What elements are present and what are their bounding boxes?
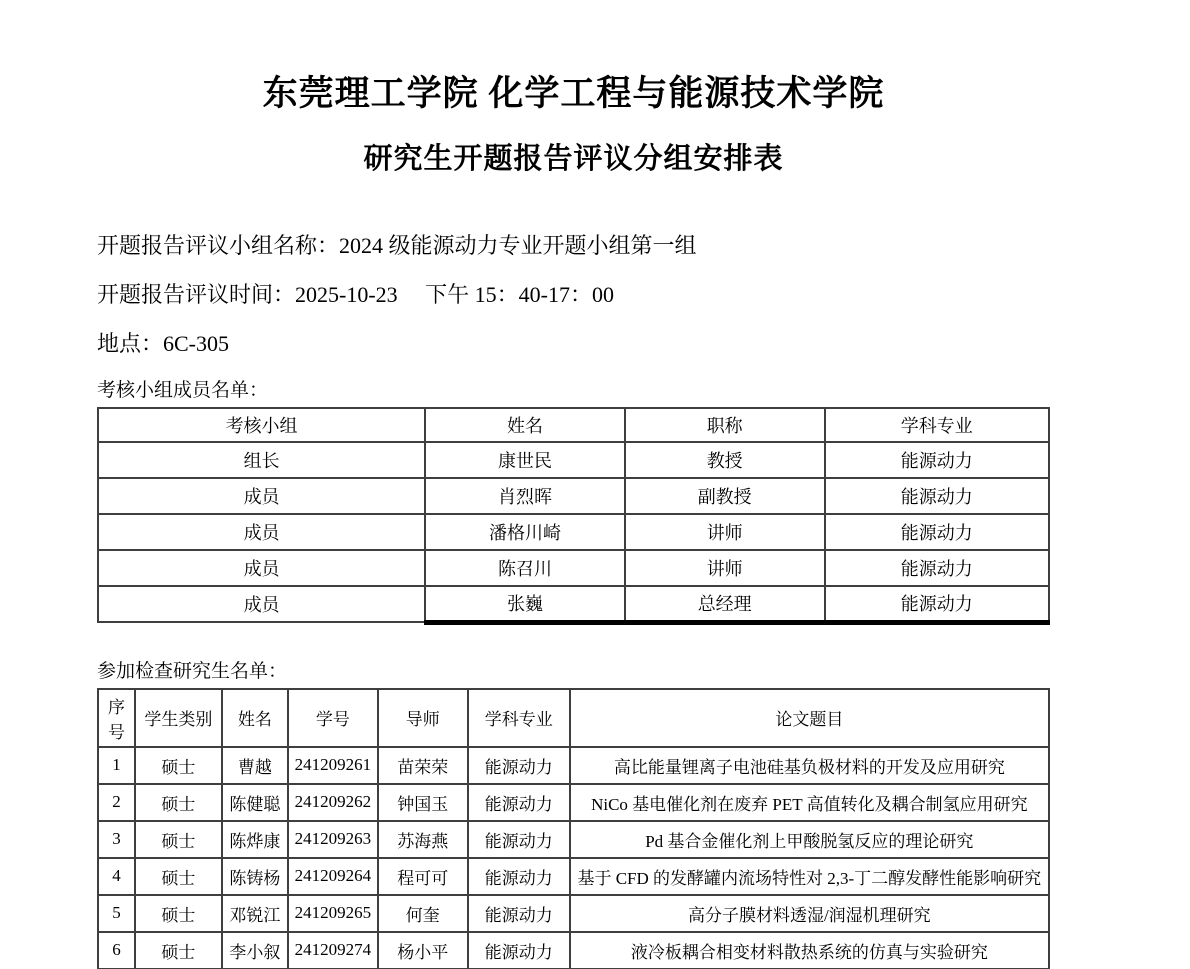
table-cell: 6 [98, 932, 135, 969]
table-row [98, 895, 1049, 932]
students-table [97, 688, 1050, 969]
table-row [98, 514, 1049, 550]
table-cell: 液冷板耦合相变材料散热系统的仿真与实验研究 [570, 932, 1049, 969]
table-row [98, 550, 1049, 586]
table-cell: 肖烈晖 [425, 478, 625, 514]
table-cell: 能源动力 [468, 821, 570, 858]
table-cell: 硕士 [135, 858, 222, 895]
table-cell: 苏海燕 [378, 821, 468, 858]
table-cell: 能源动力 [468, 858, 570, 895]
table-cell: 潘格川崎 [425, 514, 625, 550]
table-cell: 硕士 [135, 932, 222, 969]
document-content [97, 0, 1050, 969]
document-subtitle: 研究生开题报告评议分组安排表 [363, 143, 784, 175]
committee-section-label: 考核小组成员名单： [97, 380, 269, 401]
table-cell: 高比能量锂离子电池硅基负极材料的开发及应用研究 [570, 747, 1049, 784]
table-cell: 曹越 [222, 747, 289, 784]
table-cell: 硕士 [135, 784, 222, 821]
table-cell: 成员 [98, 478, 425, 514]
table-cell: 能源动力 [825, 550, 1049, 586]
column-header: 姓名 [222, 689, 289, 747]
table-cell: 何奎 [378, 895, 468, 932]
table-cell: 钟国玉 [378, 784, 468, 821]
table-cell: 241209262 [288, 784, 377, 821]
table-cell: 硕士 [135, 747, 222, 784]
table-cell: 241209261 [288, 747, 377, 784]
table-cell: 1 [98, 747, 135, 784]
table-cell: 241209264 [288, 858, 377, 895]
table-cell: 能源动力 [825, 442, 1049, 478]
students-section-label: 参加检查研究生名单： [97, 660, 288, 682]
table-cell: 3 [98, 821, 135, 858]
table-cell: 能源动力 [468, 895, 570, 932]
table-cell: 高分子膜材料透湿/润湿机理研究 [570, 895, 1049, 932]
table-cell: 基于 CFD 的发酵罐内流场特性对 2,3-丁二醇发酵性能影响研究 [570, 858, 1049, 895]
table-cell: 陈召川 [425, 550, 625, 586]
table-row [98, 586, 1049, 622]
table-cell: 成员 [98, 550, 425, 586]
column-header: 学号 [288, 689, 377, 747]
committee-table-body [98, 442, 1049, 622]
column-header: 论文题目 [570, 689, 1049, 747]
info-block [97, 232, 1050, 358]
table-cell: 成员 [98, 586, 425, 622]
table-cell: 硕士 [135, 821, 222, 858]
table-cell: 总经理 [625, 586, 825, 622]
table-cell: 讲师 [625, 550, 825, 586]
table-cell: Pd 基合金催化剂上甲酸脱氢反应的理论研究 [570, 821, 1049, 858]
table-cell: 副教授 [625, 478, 825, 514]
table-row [98, 478, 1049, 514]
table-cell: 2 [98, 784, 135, 821]
table-cell: NiCo 基电催化剂在废弃 PET 高值转化及耦合制氢应用研究 [570, 784, 1049, 821]
table-row [98, 442, 1049, 478]
table-cell: 教授 [625, 442, 825, 478]
table-cell: 成员 [98, 514, 425, 550]
table-cell: 程可可 [378, 858, 468, 895]
table-cell: 邓锐江 [222, 895, 289, 932]
table-cell: 张巍 [425, 586, 625, 622]
committee-header-row [98, 408, 1049, 442]
table-cell: 讲师 [625, 514, 825, 550]
table-cell: 能源动力 [825, 586, 1049, 622]
table-cell: 241209265 [288, 895, 377, 932]
table-row [98, 747, 1049, 784]
column-header: 序号 [98, 689, 135, 747]
column-header: 学生类别 [135, 689, 222, 747]
table-cell: 能源动力 [468, 784, 570, 821]
column-header: 职称 [625, 408, 825, 442]
committee-table [97, 407, 1050, 625]
table-row [98, 932, 1049, 969]
table-cell: 能源动力 [825, 478, 1049, 514]
info-review-time: 开题报告评议时间：2025-10-23 下午 15：40-17：00 [97, 282, 614, 307]
table-cell: 硕士 [135, 895, 222, 932]
table-row [98, 821, 1049, 858]
table-cell: 能源动力 [825, 514, 1049, 550]
table-row [98, 858, 1049, 895]
info-location: 地点：6C-305 [97, 331, 230, 356]
table-cell: 能源动力 [468, 747, 570, 784]
column-header: 考核小组 [98, 408, 425, 442]
column-header: 姓名 [425, 408, 625, 442]
column-header: 学科专业 [825, 408, 1049, 442]
column-header: 导师 [378, 689, 468, 747]
table-cell: 组长 [98, 442, 425, 478]
table-cell: 5 [98, 895, 135, 932]
table-cell: 陈健聪 [222, 784, 289, 821]
column-header: 学科专业 [468, 689, 570, 747]
table-cell: 241209274 [288, 932, 377, 969]
students-header-row [98, 689, 1049, 747]
students-table-body [98, 747, 1049, 969]
table-cell: 4 [98, 858, 135, 895]
table-cell: 杨小平 [378, 932, 468, 969]
info-group-name: 开题报告评议小组名称：2024 级能源动力专业开题小组第一组 [97, 233, 697, 258]
table-cell: 李小叙 [222, 932, 289, 969]
table-cell: 苗荣荣 [378, 747, 468, 784]
table-cell: 陈烨康 [222, 821, 289, 858]
table-cell: 康世民 [425, 442, 625, 478]
table-cell: 241209263 [288, 821, 377, 858]
document-title: 东莞理工学院 化学工程与能源技术学院 [262, 74, 885, 113]
table-cell: 陈铸杨 [222, 858, 289, 895]
table-cell: 能源动力 [468, 932, 570, 969]
table-row [98, 784, 1049, 821]
